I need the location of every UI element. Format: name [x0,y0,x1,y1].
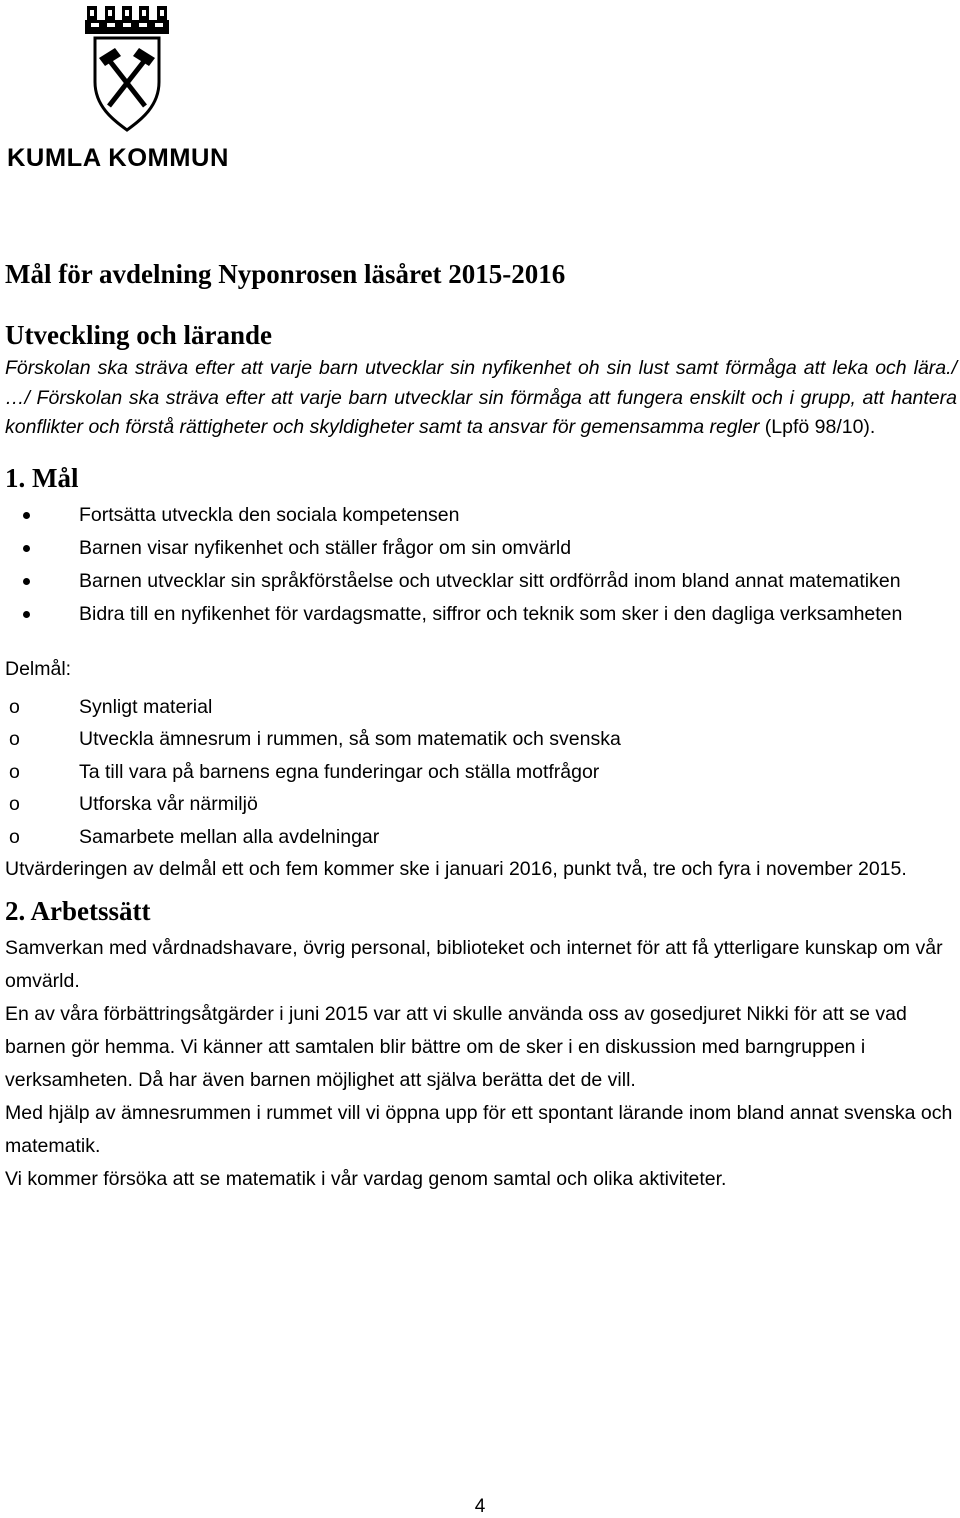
circle-bullet-icon: o [9,760,20,783]
list-item [5,499,957,532]
list-item [5,821,957,854]
circle-bullet-icon: o [9,793,20,815]
intro-quote: Förskolan ska sträva efter att varje barn utvecklar sin nyfikenhet oh sin lust samt förmåga att leka och lära./ …/ Förskolan ska sträva efter att varje barn utvecklar sin förmåga att fungera enskilt och i grupp, att hantera konflikter och förstå rättigheter och skyldigheter samt ta ansvar för gemensamma regler [5,357,957,438]
list-item [5,756,957,789]
goal-1-list [5,499,957,631]
document-title: Mål för avdelning Nyponrosen läsåret 2015-2016 [5,259,566,289]
evaluation-paragraph: Utvärderingen av delmål ett och fem kommer ske i januari 2016, punkt två, tre och fyra i november 2015. [5,858,907,880]
delmal-label: Delmål: [5,657,72,680]
list-item [5,788,957,821]
org-name: KUMLA KOMMUN [7,144,229,172]
list-item-text: Barnen visar nyfikenhet och ställer frågor om sin omvärld [79,536,572,559]
goal-1-heading: 1. Mål [5,462,79,493]
circle-bullet-icon: o [9,825,20,848]
bullet-icon [23,611,30,618]
list-item-text: Utveckla ämnesrum i rummen, så som matematik och svenska [79,728,621,750]
goal-2-heading: 2. Arbetssätt [5,896,151,926]
list-item-text: Ta till vara på barnens egna funderingar och ställa motfrågor [79,760,600,783]
intro-reference: (Lpfö 98/10). [759,416,876,438]
circle-bullet-icon: o [9,728,20,750]
circle-bullet-icon: o [9,695,20,718]
bullet-icon [23,545,30,552]
list-item-text: Fortsätta utveckla den sociala kompetensen [79,503,460,526]
work-paragraph: Samverkan med vårdnadshavare, övrig personal, biblioteket och internet för att få ytterligare kunskap om vår omvärld. [5,937,943,992]
list-item [5,565,957,598]
list-item-text: Samarbete mellan alla avdelningar [79,825,380,848]
bullet-icon [23,512,30,519]
list-item [5,691,957,724]
bullet-icon [23,578,30,585]
list-item [5,532,957,565]
work-paragraph: En av våra förbättringsåtgärder i juni 2015 var att vi skulle använda oss av gosedjuret Nikki för att se vad barnen gör hemma. Vi känner att samtalen blir bättre om de sker i en diskussion med barngruppen i verksamheten. Då har även barnen möjlighet att själva berätta det de vill. [5,1003,907,1091]
list-item-text: Bidra till en nyfikenhet för vardagsmatte, siffror och teknik som sker i den dagliga verksamheten [79,602,903,625]
page-number: 4 [474,1496,486,1517]
list-item [5,723,957,756]
section-heading: Utveckling och lärande [5,320,272,350]
intro-paragraph [5,354,957,443]
list-item-text: Barnen utvecklar sin språkförståelse och utvecklar sitt ordförråd inom bland annat matematiken [79,569,901,592]
list-item-text: Utforska vår närmiljö [79,793,258,815]
kumla-kommun-logo [5,2,245,177]
work-paragraph: Vi kommer försöka att se matematik i vår vardag genom samtal och olika aktiviteter. [5,1168,727,1190]
delmal-list [5,691,957,854]
coat-of-arms-icon [81,2,173,134]
work-paragraph: Med hjälp av ämnesrummen i rummet vill vi öppna upp för ett spontant lärande inom bland annat svenska och matematik. [5,1102,953,1157]
document-body [5,252,957,1196]
list-item [5,598,957,631]
list-item-text: Synligt material [79,695,213,718]
